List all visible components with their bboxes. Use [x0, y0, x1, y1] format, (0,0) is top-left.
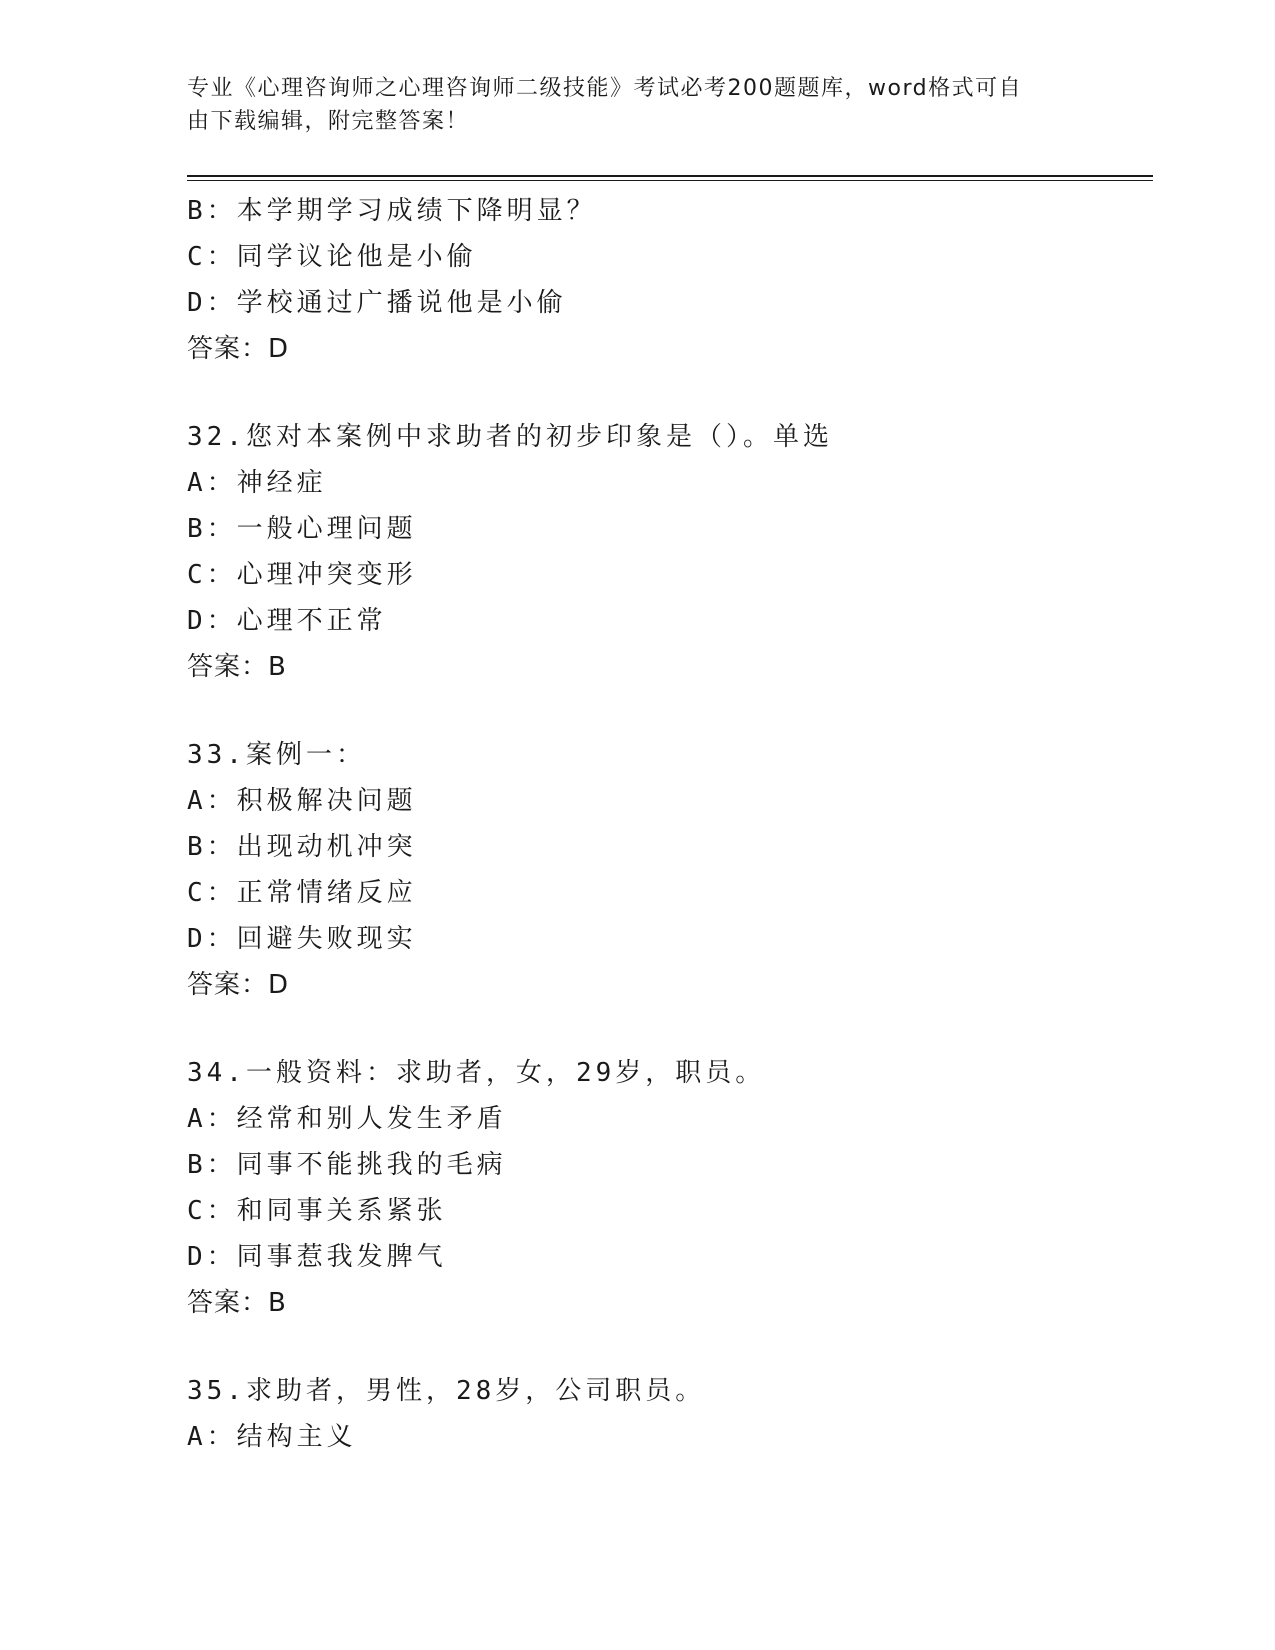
option-d: D：学校通过广播说他是小偷: [187, 288, 567, 318]
option-c: C：心理冲突变形: [187, 560, 417, 590]
question-block-33: [187, 732, 1147, 1008]
option-b: B：一般心理问题: [187, 514, 417, 544]
header-title-line-1: 专业《心理咨询师之心理咨询师二级技能》考试必考200题题库，word格式可自: [187, 76, 1023, 101]
header-title-line-2: 由下载编辑，附完整答案！: [187, 109, 470, 134]
option-d: D：回避失败现实: [187, 924, 417, 954]
spacer: [187, 690, 1147, 732]
option-a: A：经常和别人发生矛盾: [187, 1104, 507, 1134]
question-block-32: [187, 414, 1147, 690]
answer-line: 答案：D: [187, 970, 290, 1000]
spacer: [187, 1326, 1147, 1368]
answer-line: 答案：B: [187, 1288, 287, 1318]
answer-line: 答案：B: [187, 652, 287, 682]
option-c: C：正常情绪反应: [187, 878, 417, 908]
header-divider-thin: [187, 180, 1153, 181]
question-block-34: [187, 1050, 1147, 1326]
option-d: D：心理不正常: [187, 606, 387, 636]
option-b: B：出现动机冲突: [187, 832, 417, 862]
question-block-35: [187, 1368, 1147, 1460]
header-divider-thick: [187, 175, 1153, 177]
document-header: [187, 72, 1067, 138]
question-stem: 35.求助者，男性，28岁，公司职员。: [187, 1376, 706, 1406]
question-stem: 33.案例一：: [187, 740, 366, 770]
spacer: [187, 372, 1147, 414]
question-stem: 34.一般资料：求助者，女，29岁，职员。: [187, 1058, 766, 1088]
option-b: B：本学期学习成绩下降明显？: [187, 196, 597, 226]
option-c: C：同学议论他是小偷: [187, 242, 477, 272]
question-stem: 32.您对本案例中求助者的初步印象是（）。单选: [187, 422, 833, 452]
option-b: B：同事不能挑我的毛病: [187, 1150, 507, 1180]
question-block-continued: [187, 188, 1147, 372]
question-list: [187, 188, 1147, 1460]
option-d: D：同事惹我发脾气: [187, 1242, 447, 1272]
answer-line: 答案：D: [187, 334, 290, 364]
option-a: A：积极解决问题: [187, 786, 417, 816]
spacer: [187, 1008, 1147, 1050]
option-a: A：神经症: [187, 468, 327, 498]
option-a: A：结构主义: [187, 1422, 357, 1452]
option-c: C：和同事关系紧张: [187, 1196, 447, 1226]
